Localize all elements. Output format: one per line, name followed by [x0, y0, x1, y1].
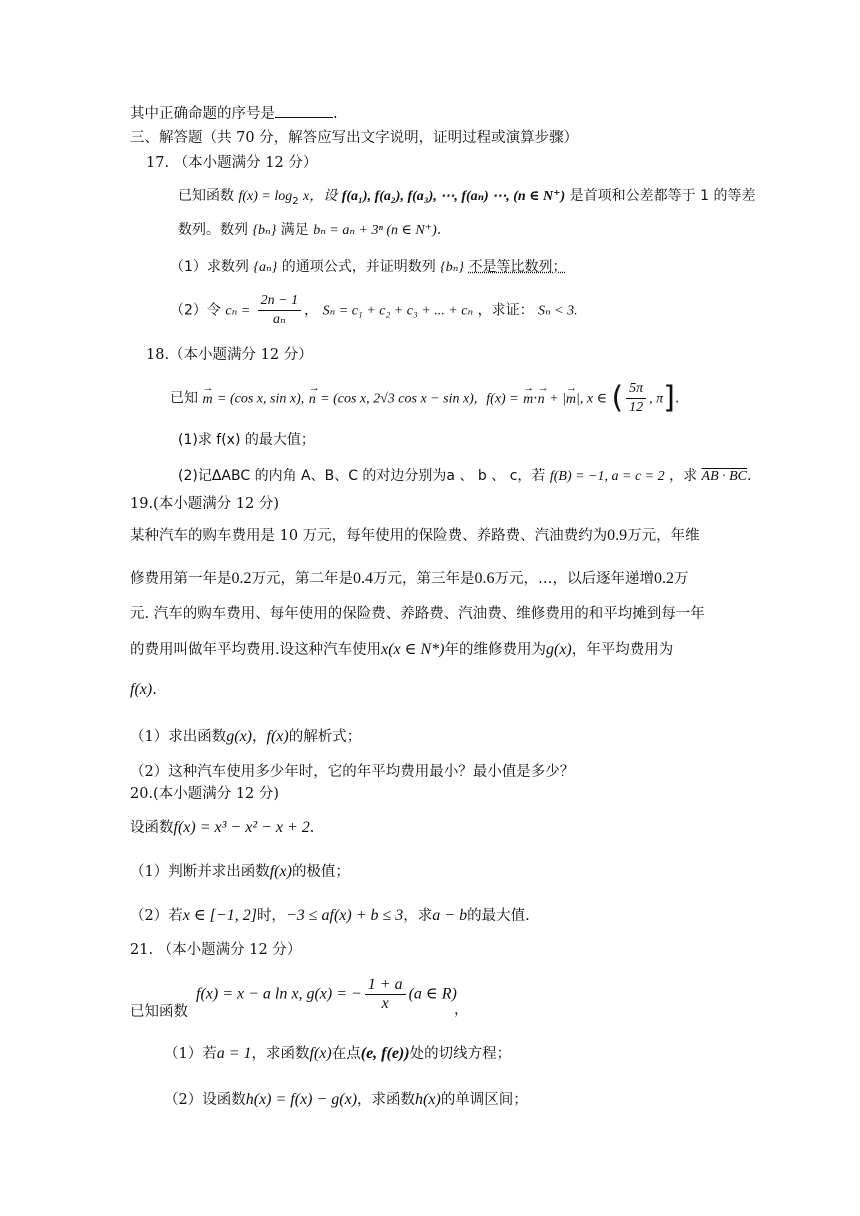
q20-part1: （1）判断并求出函数f(x)的极值； — [130, 863, 350, 880]
answer-blank — [275, 105, 333, 118]
q18-line1: 已知 → m = (cos x, sin x), → n = (cos x, 2√3 cos x − sin x), f(x) = → m·→ n + |→ m|, x ∈ ( $\frac{5\pi}{12}$ , π]. — [170, 380, 679, 417]
q17-part1: （1）求数列 {aₙ} 的通项公式，并证明数列 {bₙ} 不是等比数列； — [170, 259, 567, 275]
q20-heading: 20.(本小题满分 12 分) — [130, 786, 280, 802]
q21-formula: f(x) = x − a ln x, g(x) = − $\frac{1 + a}{x}$ (a ∈ R) — [196, 976, 457, 1012]
q19-heading: 19.(本小题满分 12 分) — [130, 496, 280, 512]
q21-comma: ， — [454, 1002, 469, 1018]
intro-text: 其中正确命题的序号是 — [130, 106, 275, 122]
q18-heading: 18.（本小题满分 12 分） — [146, 347, 313, 363]
q17-line2: 数列。数列 {bₙ} 满足 bₙ = aₙ + 3ⁿ (n ∈ N⁺). — [178, 222, 442, 238]
q17-part2: （2）令 cₙ = $\frac{2n - 1}{\text{aₙ}}$ ， Sₙ = c₁ + c₂ + c₃ + ... + cₙ ，求证： Sₙ < 3. — [170, 293, 578, 327]
q21-part1: （1）若a = 1，求函数f(x)在点(e, f(e))处的切线方程； — [164, 1045, 512, 1062]
q18-part2: (2)记ΔABC 的内角 A、B、C 的对边分别为a 、 b 、 c，若 f(B) = −1, a = c = 2 ，求 AB · BC. — [178, 468, 752, 484]
q19-line5: f(x). — [130, 681, 157, 698]
q19-line3: 元. 汽车的购车费用、每年使用的保险费、养路费、汽油费、维修费用的和平均摊到每一年 — [130, 606, 705, 622]
section-heading: 三、解答题（共 70 分，解答应写出文字说明，证明过程或演算步骤） — [130, 130, 579, 146]
q19-line4: 的费用叫做年平均费用.设这种汽车使用x(x ∈ N*)年的维修费用为g(x)，年平均费用为 — [130, 641, 674, 658]
q19-part2: （2）这种汽车使用多少年时，它的年平均费用最小？最小值是多少？ — [130, 764, 575, 780]
q21-part2: （2）设函数h(x) = f(x) − g(x)，求函数h(x)的单调区间； — [164, 1091, 528, 1108]
q17-line1: 已知函数 $f(x) = \log_2 x$，设 f(a₁), f(a₂), f(a₃), ⋯, f(aₙ) ⋯, (n ∈ N⁺) 是首项和公差都等于 1 的等差 — [178, 188, 756, 207]
q21-fraction: $\frac{1 + a}{x}$ — [365, 976, 406, 1013]
q17-fraction: $\frac{2n - 1}{\text{aₙ}}$ — [258, 292, 301, 329]
q18-fraction: $\frac{5\pi}{12}$ — [626, 380, 646, 417]
q19-part1: （1）求出函数g(x)，f(x)的解析式； — [130, 728, 362, 745]
q21-heading: 21. （本小题满分 12 分） — [130, 942, 302, 958]
q18-part1: (1)求 f(x) 的最大值； — [178, 432, 315, 448]
q20-part2: （2）若x ∈ [−1, 2]时，−3 ≤ af(x) + b ≤ 3，求a − b的最大值. — [130, 907, 530, 924]
q21-lead: 已知函数 — [130, 1004, 188, 1020]
q19-line1: 某种汽车的购车费用是 10 万元，每年使用的保险费、养路费、汽油费约为0.9万元，年维 — [130, 527, 700, 544]
q20-line1: 设函数f(x) = x³ − x² − x + 2. — [130, 819, 315, 836]
q19-line2: 修费用第一年是0.2万元，第二年是0.4万元，第三年是0.6万元，…，以后逐年递增0.2万 — [130, 570, 689, 587]
intro-line: 其中正确命题的序号是 . — [130, 106, 338, 122]
q17-heading: 17. （本小题满分 12 分） — [146, 155, 318, 171]
